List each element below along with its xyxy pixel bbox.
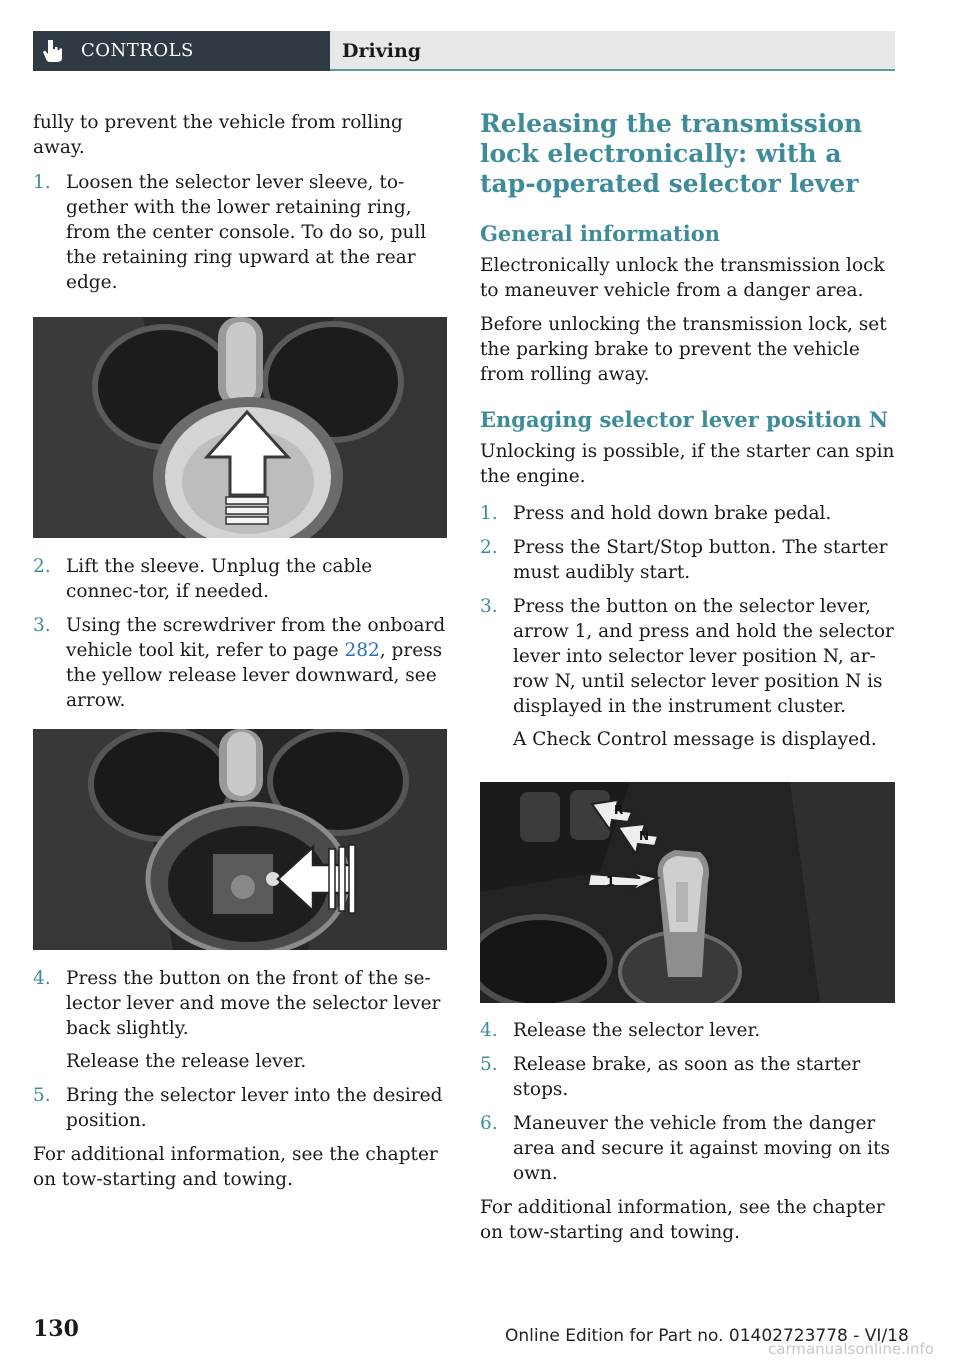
pointing-hand-icon	[41, 39, 63, 63]
list-text: Release brake, as soon as the starter stops.	[513, 1054, 861, 1100]
list-text-end: , press the yellow release lever downward, see arrow.	[66, 640, 443, 711]
subheading-general: General information	[480, 221, 721, 246]
list-subtext: Release the release lever.	[66, 1051, 307, 1072]
subheading-engaging: Engaging selector lever position N	[480, 407, 889, 432]
list-number: 3.	[33, 615, 51, 636]
intro-text: fully to prevent the vehicle from rolling away.	[33, 112, 403, 158]
list-text: Release the selector lever.	[513, 1020, 761, 1041]
list-text	[66, 613, 447, 713]
left-column-top	[33, 110, 445, 295]
outro-text: For additional information, see the chapter on tow-starting and towing.	[33, 1144, 438, 1190]
list-text: Press and hold down brake pedal.	[513, 503, 832, 524]
selector-sleeve-photo	[33, 317, 447, 538]
list-text: Loosen the selector lever sleeve, to‐gether with the lower retaining ring, from the center console. To do so, pull the retaining ring upward at the rear edge.	[66, 172, 427, 293]
release-lever-photo	[33, 729, 447, 950]
list-number: 2.	[480, 537, 498, 558]
list-number: 5.	[33, 1085, 51, 1106]
list-subtext: A Check Control message is displayed.	[513, 729, 877, 750]
section-label: CONTROLS	[81, 40, 194, 61]
list-number: 2.	[33, 556, 51, 577]
page-number: 130	[33, 1316, 79, 1342]
left-column-bottom	[33, 966, 447, 1192]
list-text: Press the Start/Stop button. The starter must audibly start.	[513, 537, 888, 583]
outro-text: For additional information, see the chapter on tow-starting and towing.	[480, 1197, 885, 1243]
arrow-label-n: N	[639, 829, 650, 843]
edition-footer: Online Edition for Part no. 01402723778 - VI/18	[505, 1326, 909, 1346]
list-item	[480, 501, 895, 526]
list-item	[33, 1083, 447, 1133]
list-text: Maneuver the vehicle from the danger area and secure it against moving on its own.	[513, 1113, 891, 1184]
chapter-tab	[330, 31, 895, 71]
list-item	[480, 1052, 895, 1102]
watermark-text: carmanualsonline.info	[768, 1340, 934, 1358]
list-item	[480, 535, 895, 585]
left-column-middle	[33, 554, 447, 713]
list-item	[33, 613, 447, 713]
arrow-label-1: 1	[606, 875, 616, 890]
list-text: Press the button on the selector lever, arrow 1, and press and hold the selector lever into selector lever position N, ar‐row N, until selector lever position N is displayed in the instrument cluster.	[513, 596, 894, 717]
selector-lever-illustration	[480, 782, 895, 1003]
list-item	[33, 966, 447, 1074]
list-number: 1.	[480, 503, 498, 524]
list-item	[33, 554, 447, 604]
section-title: Releasing the transmission lock electronically: with a tap-operated selector lever	[480, 109, 863, 198]
list-number: 6.	[480, 1113, 498, 1134]
chapter-label: Driving	[342, 40, 422, 62]
list-number: 3.	[480, 596, 498, 617]
list-item	[480, 1111, 895, 1186]
page-header	[33, 31, 895, 71]
list-item	[480, 1018, 895, 1043]
list-item	[480, 594, 895, 752]
list-text-start: Using the screwdriver from the onboard vehicle tool kit, refer to page	[66, 615, 446, 661]
list-number: 5.	[480, 1054, 498, 1075]
section-tab	[33, 31, 330, 71]
right-column-top	[480, 109, 895, 752]
general-paragraph-1: Electronically unlock the transmission lock to maneuver vehicle from a danger area.	[480, 255, 885, 301]
list-text: Press the button on the front of the se‐lector lever and move the selector lever back slightly.	[66, 968, 441, 1039]
selector-lever-photo	[480, 782, 895, 1003]
list-item	[33, 170, 445, 295]
selector-sleeve-illustration	[33, 317, 447, 538]
release-lever-illustration	[33, 729, 447, 950]
page-reference-link[interactable]: 282	[344, 640, 380, 661]
list-number: 1.	[33, 172, 51, 193]
arrow-label-r: R	[614, 803, 624, 817]
general-paragraph-2: Before unlocking the transmission lock, set the parking brake to prevent the vehicle from rolling away.	[480, 314, 887, 385]
list-text: Bring the selector lever into the desired position.	[66, 1085, 443, 1131]
list-number: 4.	[480, 1020, 498, 1041]
list-number: 4.	[33, 968, 51, 989]
engaging-paragraph: Unlocking is possible, if the starter can spin the engine.	[480, 441, 895, 487]
right-column-bottom	[480, 1018, 895, 1245]
list-text: Lift the sleeve. Unplug the cable connec‐tor, if needed.	[66, 556, 373, 602]
